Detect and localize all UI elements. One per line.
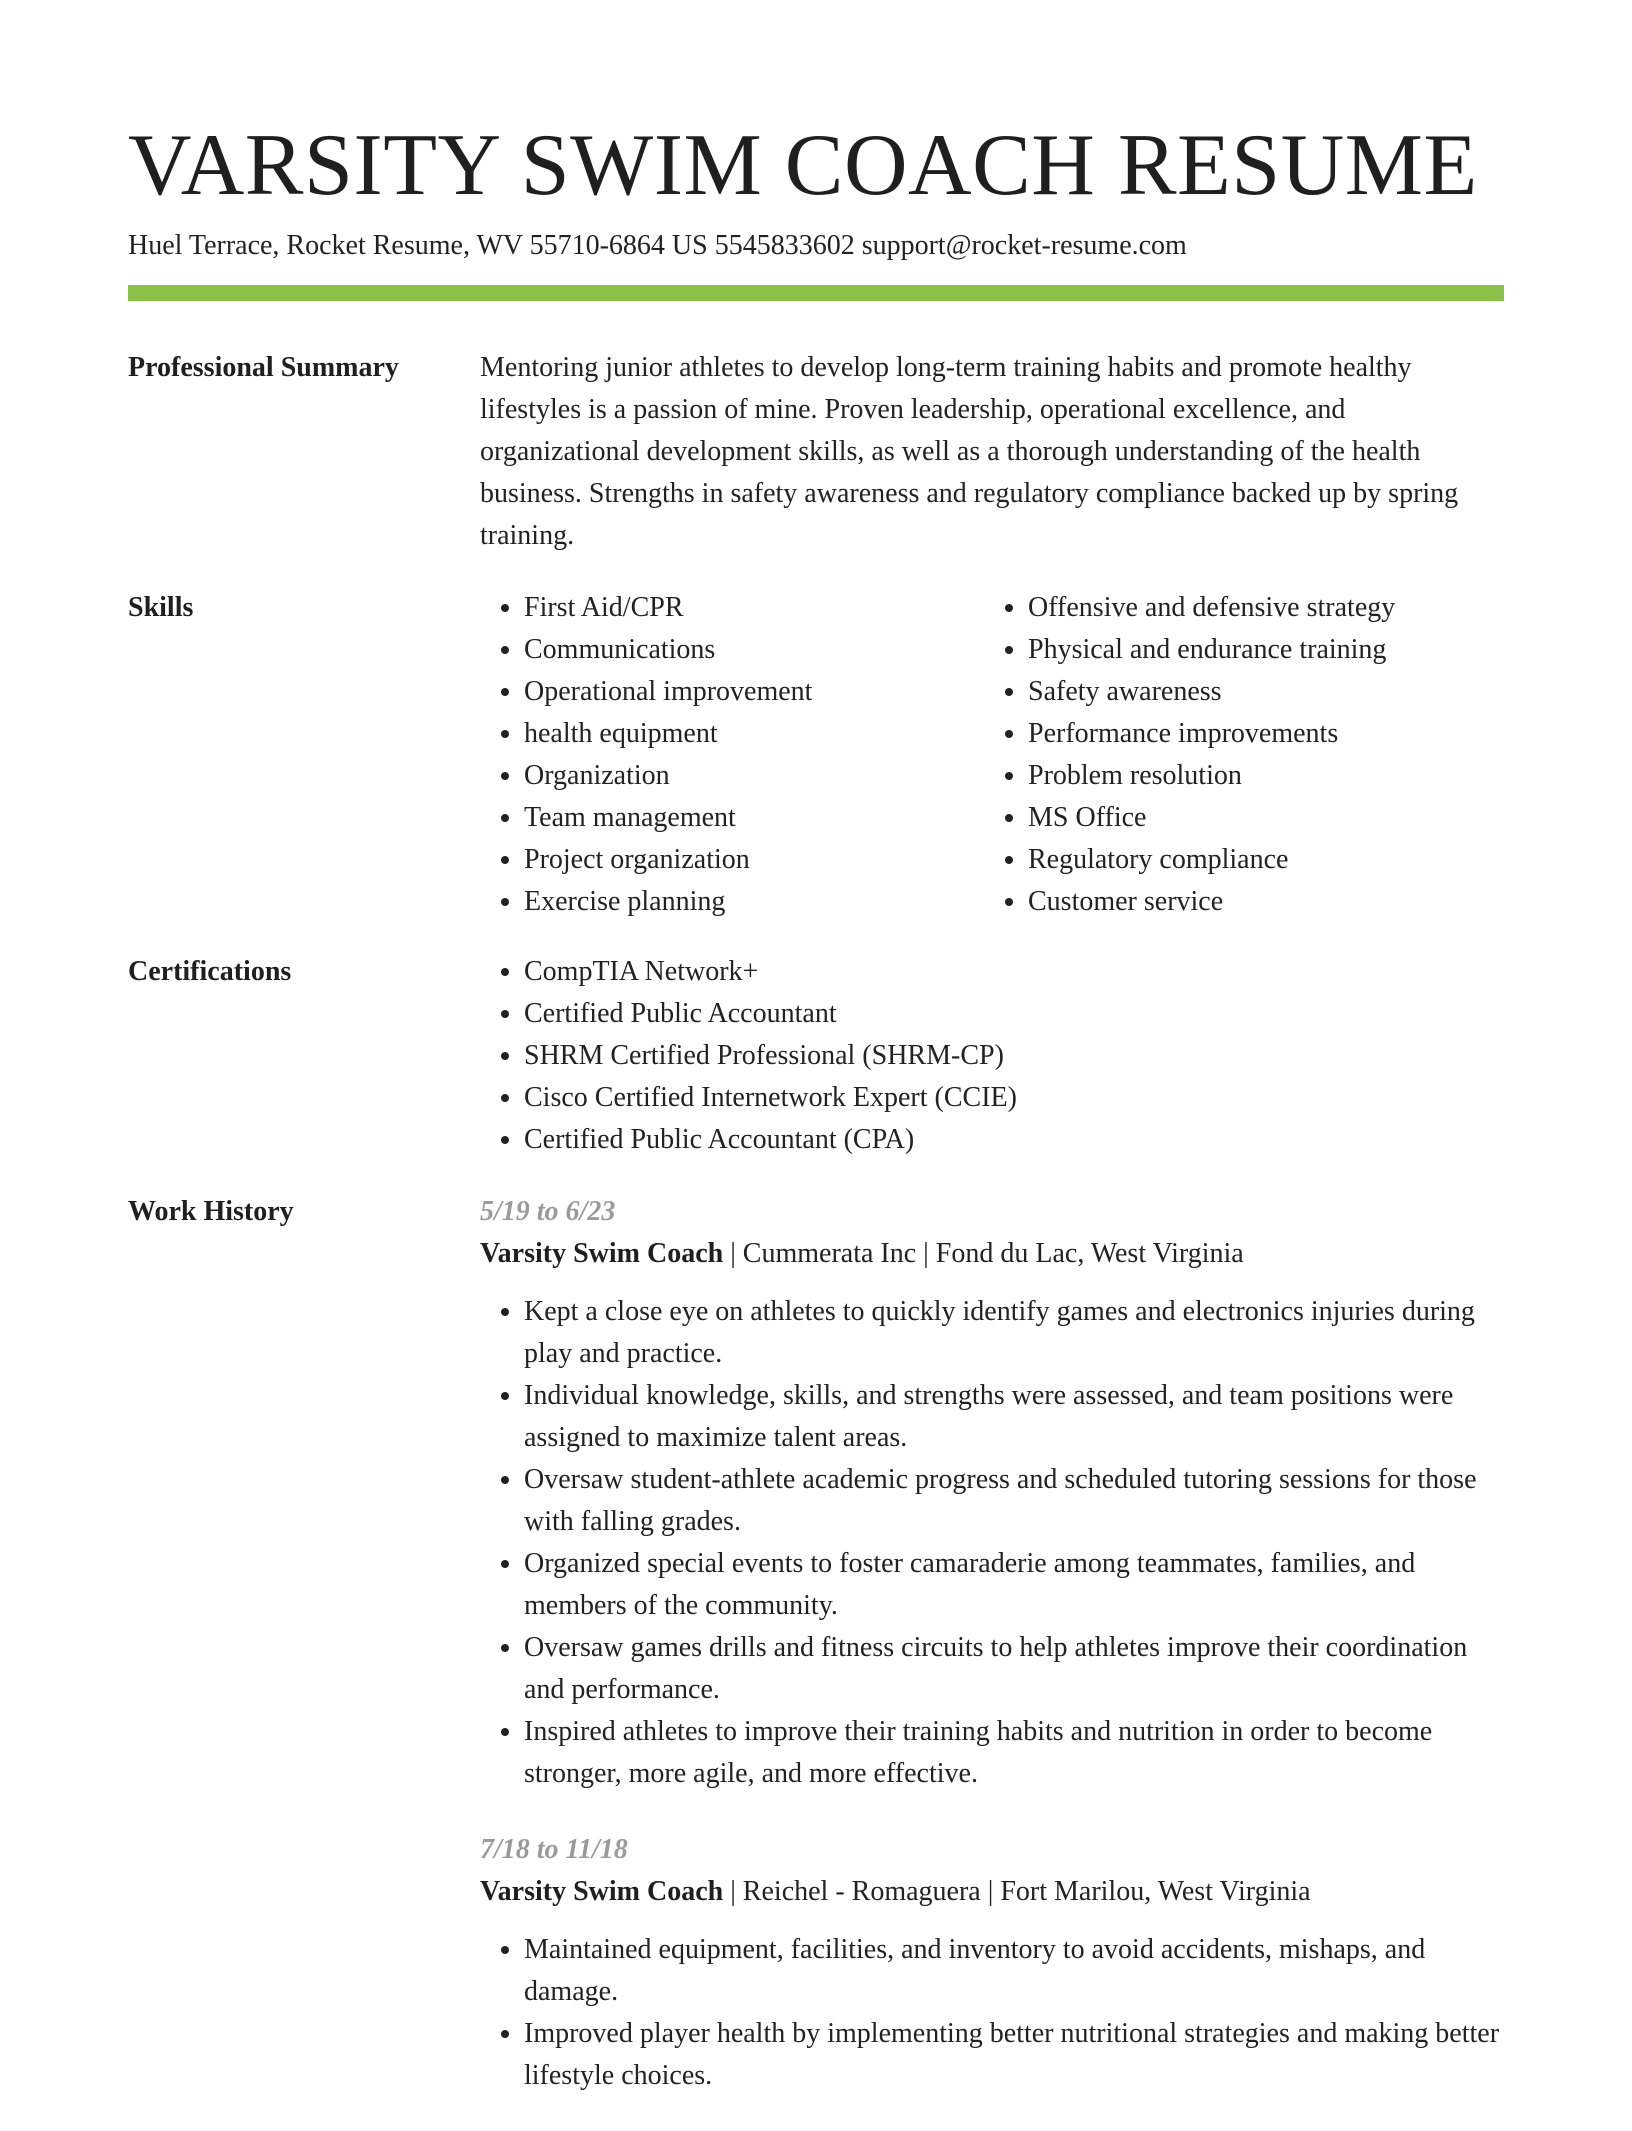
certification-item: • CompTIA Network+	[524, 951, 1504, 993]
skill-item: • First Aid/CPR	[524, 587, 984, 629]
certification-item: • SHRM Certified Professional (SHRM-CP)	[524, 1035, 1504, 1077]
skill-item: • health equipment	[524, 713, 984, 755]
certifications-list	[480, 951, 1504, 1161]
job-dates: 5/19 to 6/23	[480, 1196, 616, 1227]
skill-item: • Communications	[524, 629, 984, 671]
job-details: | Cummerata Inc | Fond du Lac, West Virginia	[723, 1238, 1244, 1269]
skill-item: • MS Office	[1028, 797, 1488, 839]
resume-title: VARSITY SWIM COACH RESUME	[128, 117, 1478, 214]
skills-grid	[480, 587, 1504, 923]
accent-divider	[128, 285, 1504, 301]
skill-item: • Physical and endurance training	[1028, 629, 1488, 671]
job-title: Varsity Swim Coach	[480, 1238, 724, 1269]
skill-item: • Exercise planning	[524, 881, 984, 923]
job-duty: • Kept a close eye on athletes to quickly identify games and electronics injuries during play and practice.	[524, 1291, 1504, 1375]
job-entry	[480, 1191, 1504, 1795]
job-duty: • Oversaw student-athlete academic progress and scheduled tutoring sessions for those with falling grades.	[524, 1459, 1504, 1543]
job-details: | Reichel - Romaguera | Fort Marilou, West Virginia	[723, 1876, 1311, 1907]
job-entry	[480, 1829, 1504, 2097]
skills-list-left	[480, 587, 984, 923]
job-dates: 7/18 to 11/18	[480, 1834, 628, 1865]
skills-column-left	[480, 587, 984, 923]
skill-item: • Project organization	[524, 839, 984, 881]
skill-item: • Problem resolution	[1028, 755, 1488, 797]
certification-item: • Certified Public Accountant	[524, 993, 1504, 1035]
skill-item: • Regulatory compliance	[1028, 839, 1488, 881]
skill-item: • Organization	[524, 755, 984, 797]
skill-item: • Operational improvement	[524, 671, 984, 713]
skills-label: Skills	[128, 592, 194, 623]
summary-text: Mentoring junior athletes to develop long-term training habits and promote healthy lifestyles is a passion of mine. Proven leadership, operational excellence, and organizational development skills, as well as a thorough understanding of the health business. Strengths in safety awareness and regulatory compliance backed up by spring training.	[480, 352, 1459, 551]
skill-item: • Offensive and defensive strategy	[1028, 587, 1488, 629]
job-duty: • Organized special events to foster camaraderie among teammates, families, and members of the community.	[524, 1543, 1504, 1627]
contact-info: Huel Terrace, Rocket Resume, WV 55710-6864 US 5545833602 support@rocket-resume.com	[128, 230, 1187, 261]
summary-body	[480, 347, 1504, 557]
job-title: Varsity Swim Coach	[480, 1876, 724, 1907]
certification-item: • Certified Public Accountant (CPA)	[524, 1119, 1504, 1161]
job-duty: • Maintained equipment, facilities, and inventory to avoid accidents, mishaps, and damage.	[524, 1929, 1504, 2013]
job-duty: • Inspired athletes to improve their training habits and nutrition in order to become stronger, more agile, and more effective.	[524, 1711, 1504, 1795]
job-heading	[480, 1871, 1504, 1913]
job-duties-list	[480, 1291, 1504, 1795]
skill-item: • Team management	[524, 797, 984, 839]
certifications-body	[480, 951, 1504, 1161]
skill-item: • Safety awareness	[1028, 671, 1488, 713]
job-duty: • Improved player health by implementing better nutritional strategies and making better lifestyle choices.	[524, 2013, 1504, 2097]
skill-item: • Customer service	[1028, 881, 1488, 923]
skills-list-right	[984, 587, 1488, 923]
job-duty: • Oversaw games drills and fitness circuits to help athletes improve their coordination and performance.	[524, 1627, 1504, 1711]
job-duties-list	[480, 1929, 1504, 2097]
work-history-label: Work History	[128, 1196, 294, 1227]
work-history-body	[480, 1191, 1504, 2131]
certification-item: • Cisco Certified Internetwork Expert (CCIE)	[524, 1077, 1504, 1119]
skill-item: • Performance improvements	[1028, 713, 1488, 755]
skills-column-right	[984, 587, 1488, 923]
job-heading	[480, 1233, 1504, 1275]
skills-body	[480, 587, 1504, 923]
job-duty: • Individual knowledge, skills, and strengths were assessed, and team positions were assigned to maximize talent areas.	[524, 1375, 1504, 1459]
certifications-label: Certifications	[128, 956, 292, 987]
summary-label: Professional Summary	[128, 352, 399, 383]
